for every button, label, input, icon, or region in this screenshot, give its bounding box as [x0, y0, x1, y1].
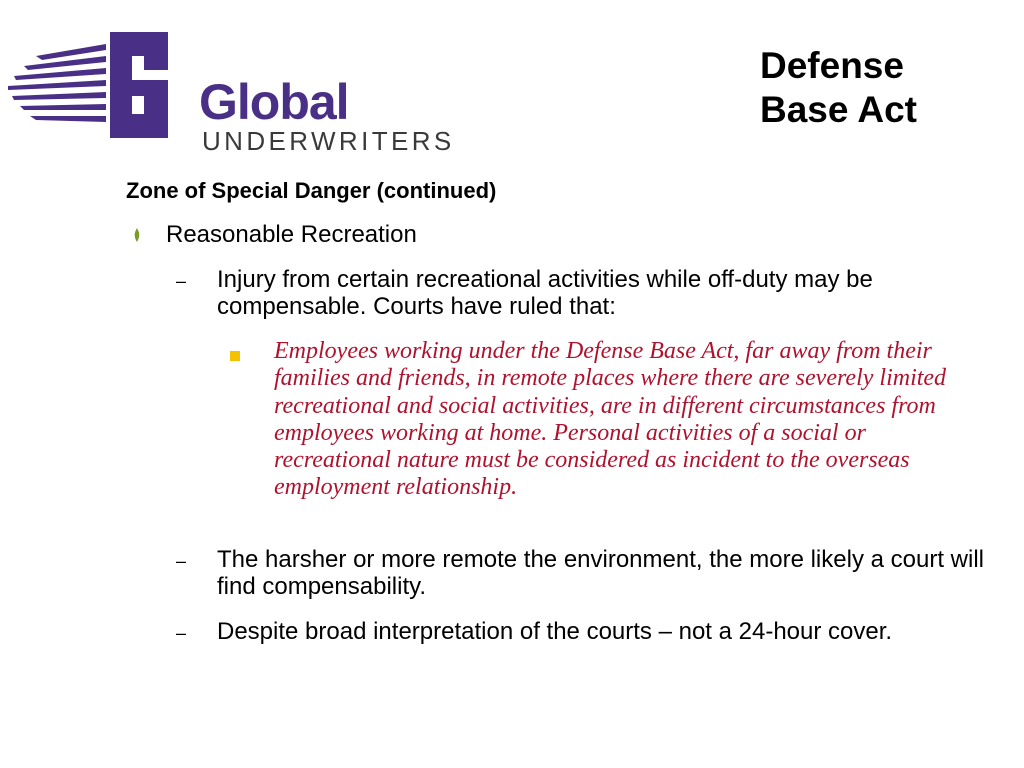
slide-title-line-2: Base Act — [760, 89, 917, 130]
sub-bullet-text: Despite broad interpretation of the courts – not a 24-hour cover. — [217, 618, 893, 645]
section-heading: Zone of Special Danger (continued) — [126, 178, 497, 203]
slide-title-line-1: Defense — [760, 45, 904, 86]
diamond-bullet-icon — [132, 226, 142, 244]
dash-bullet-icon: – — [176, 271, 187, 291]
company-logo — [6, 30, 506, 156]
court-quote-text: Employees working under the Defense Base Act, far away from their families and friends, in remote places where there are severely limited recreational and social activities, are in different circumstances from employees working at home. Personal activities of a social or recreational nature must be considered as incident to the overseas employment relationship. — [274, 338, 947, 501]
brand-name: Global — [199, 74, 349, 130]
sub-bullet-text: The harsher or more remote the environment, the more likely a court will find compensability. — [217, 546, 984, 600]
brand-subtitle: UNDERWRITERS — [202, 126, 455, 156]
sub-bullet-text: Injury from certain recreational activities while off-duty may be compensable. Courts have ruled that: — [217, 266, 873, 320]
speed-lines-g-icon — [6, 30, 186, 142]
square-bullet-icon — [230, 351, 240, 361]
bullet-label: Reasonable Recreation — [166, 221, 417, 248]
dash-bullet-icon: – — [176, 551, 187, 571]
slide-title — [760, 44, 1000, 132]
dash-bullet-icon: – — [176, 623, 187, 643]
